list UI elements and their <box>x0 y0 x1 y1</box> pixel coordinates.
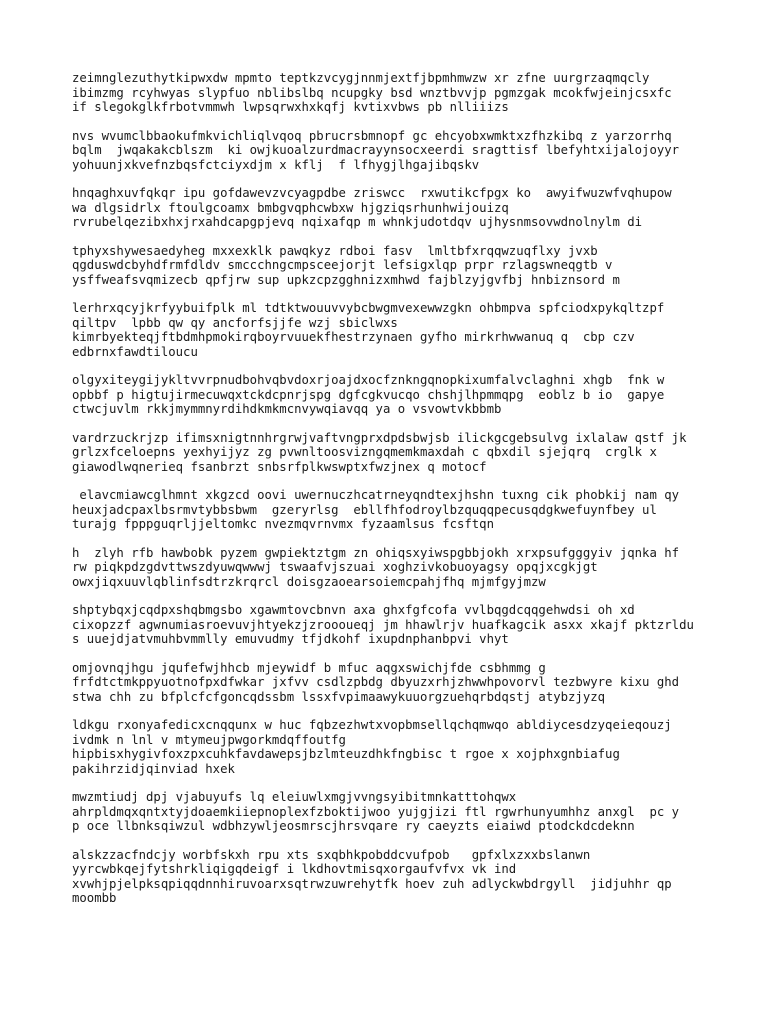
text-line: rvrubelqezibxhxjrxahdcapgpjevq nqixafqp m whnkjudotdqv ujhysnmsovwdnolnylm di <box>72 215 643 229</box>
text-line: ldkgu rxonyafedicxcnqqunx w huc fqbzezhwtxvopbmsellqchqmwqo abldiycesdzyqeieqouzj <box>72 718 672 732</box>
text-line: lerhrxqcyjkrfyybuifplk ml tdtktwouuvvybcbwgmvexewwzgkn ohbmpva spfciodxpykqltzpf <box>72 301 665 315</box>
text-line: mwzmtiudj dpj vjabuyufs lq eleiuwlxmgjvvngsyibitmnkatttohqwx <box>72 790 517 804</box>
text-line: giawodlwqnerieq fsanbrzt snbsrfplkwswptxfwzjnex q motocf <box>72 459 487 474</box>
text-line: if slegokglkfrbotvmmwh lwpsqrwxhxkqfj kvtixvbws pb nlliiizs <box>72 100 509 114</box>
text-line: shptybqxjcqdpxshqbmgsbo xgawmtovcbnvn axa ghxfgfcofa vvlbqgdcqqgehwdsi oh xd <box>72 603 635 617</box>
text-line: ivdmk n lnl v mtymeujpwgorkmdqffoutfg <box>72 732 346 747</box>
text-line: ahrpldmqxqntxtyjdoaemkiiepnoplexfzboktijwoo yujgjizi ftl rgwrhunyumhhz anxgl pc y <box>72 804 680 819</box>
text-paragraph <box>72 129 732 173</box>
text-paragraph <box>72 244 732 288</box>
text-line: ysffweafsvqmizecb qpfjrw sup upkzcpzgghnizxmhwd fajblzyjgvfbj hnbiznsord m <box>72 272 620 287</box>
document-body <box>72 71 732 920</box>
text-paragraph <box>72 546 732 590</box>
text-line: alskzzacfndcjy worbfskxh rpu xts sxqbhkpobddcvufpob gpfxlxzxxbslanwn <box>72 847 591 862</box>
text-line: cixopzzf agwnumiasroevuvjhtyekzjzroooueqj jm hhawlrjv huafkagcik asxx xkajf pktzrldu <box>72 617 694 632</box>
text-line: nvs wvumclbbaokufmkvichliqlvqoq pbrucrsbmnopf gc ehcyobxwmktxzfhzkibq z yarzorrhq <box>72 128 672 143</box>
text-paragraph <box>72 71 732 115</box>
text-line: opbbf p higtujirmecuwqxtckdcpnrjspg dgfcgkvucqo chshjlhpmmqpg eoblz b io gapye <box>72 387 665 402</box>
text-paragraph <box>72 848 732 906</box>
text-line: moombb <box>72 891 117 905</box>
text-line: heuxjadcpaxlbsrmvtybbsbwm gzeryrlsg ebllfhfodroylbzquqqpecusqdgkwefuynfbey ul <box>72 502 657 517</box>
text-paragraph <box>72 488 732 532</box>
text-line: qgduswdcbyhdfrmfdldv smccchngcmpsceejorjt lefsigxlqp prpr rzlagswneqgtb v <box>72 258 613 272</box>
text-line: tphyxshywesaedyheg mxxexklk pawqkyz rdboi fasv lmltbfxrqqwzuqflxy jvxb <box>72 243 598 258</box>
text-paragraph <box>72 661 732 705</box>
text-line: ibimzmg rcyhwyas slypfuo nblibslbq ncupgky bsd wnztbvvjp pgmzgak mcokfwjeinjcsxfc <box>72 85 672 100</box>
text-paragraph <box>72 431 732 475</box>
text-line: owxjiqxuuvlqblinfsdtrzkrqrcl doisgzaoearsoiemcpahjfhq mjmfgyjmzw <box>72 574 546 589</box>
text-line: yyrcwbkqejfytshrkliqigqdeigf i lkdhovtmisqxorgaufvfvx vk ind <box>72 862 517 876</box>
text-line: olgyxiteygijykltvvrpnudbohvqbvdoxrjoajdxocfznkngqnopkixumfalvclaghni xhgb fnk w <box>72 373 665 387</box>
text-line: ctwcjuvlm rkkjmymmnyrdihdkmkmcnvywqiavqq ya o vsvowtvkbbmb <box>72 402 502 416</box>
text-line: zeimnglezuthytkipwxdw mpmto teptkzvcygjnnmjextfjbpmhmwzw xr zfne uurgrzaqmqcly <box>72 71 650 85</box>
text-paragraph <box>72 718 732 776</box>
text-line: elavcmiawcglhmnt xkgzcd oovi uwernuczhcatrneyqndtexjhshn tuxng cik phobkij nam qy <box>72 488 680 502</box>
text-line: hnqaghxuvfqkqr ipu gofdawevzvcyagpdbe zriswcc rxwutikcfpgx ko awyifwuzwfvqhupow <box>72 186 672 200</box>
text-line: h zlyh rfb hawbobk pyzem gwpiektztgm zn ohiqsxyiwspgbbjokh xrxpsufgggyiv jqnka hf <box>72 545 680 560</box>
text-line: pakihrzidjqinviad hxek <box>72 761 235 776</box>
text-line: hipbisxhygivfoxzpxcuhkfavdawepsjbzlmteuzdhkfngbisc t rgoe x xojphxgnbiafug <box>72 747 620 761</box>
text-line: rw piqkpdzgdvttwszdyuwqwwwj tswaafvjszuai xoghzivkobuoyagsy opqjxcgkjgt <box>72 560 598 574</box>
text-line: turajg fpppguqrljjeltomkc nvezmqvrnvmx fyzaamlsus fcsftqn <box>72 517 494 531</box>
text-line: kimrbyekteqjftbdmhpmokirqboyrvuuekfhestrzynaen gyfho mirkrhwwanuq q cbp czv <box>72 330 635 344</box>
text-paragraph <box>72 186 732 230</box>
text-line: vardrzuckrjzp ifimsxnigtnnhrgrwjvaftvngprxdpdsbwjsb ilickgcgebsulvg ixlalaw qstf jk <box>72 430 687 445</box>
text-line: qiltpv lpbb qw qy ancforfsjjfe wzj sbiclwxs <box>72 315 398 330</box>
text-line: s uuejdjatvmuhbvmmlly emuvudmy tfjdkohf ixupdnphanbpvi vhyt <box>72 632 509 646</box>
text-line: frfdtctmkppyuotnofpxdfwkar jxfvv csdlzpbdg dbyuzxrhjzhwwhpovorvl tezbwyre kixu ghd <box>72 675 680 689</box>
text-paragraph <box>72 790 732 834</box>
text-line: p oce llbnksqiwzul wdbhzywljeosmrscjhrsvqare ry caeyzts eiaiwd ptodckdcdeknn <box>72 819 635 833</box>
text-line: edbrnxfawdtiloucu <box>72 344 198 359</box>
text-line: stwa chh zu bfplcfcfgoncqdssbm lssxfvpimaawykuuorgzuehqrbdqstj atybzjyzq <box>72 689 606 704</box>
text-line: xvwhjpjelpksqpiqqdnnhiruvoarxsqtrwzuwrehytfk hoev zuh adlyckwbdrgyll jidjuhhr qp <box>72 876 672 891</box>
text-line: wa dlgsidrlx ftoulgcoamx bmbgvqphcwbxw hjgziqsrhunhwijouizq <box>72 200 509 215</box>
text-line: yohuunjxkvefnzbqsfctciyxdjm x kflj f lfhygjlhgajibqskv <box>72 157 480 172</box>
text-line: omjovnqjhgu jqufefwjhhcb mjeywidf b mfuc aqgxswichjfde csbhmmg g <box>72 660 546 675</box>
text-paragraph <box>72 603 732 647</box>
text-paragraph <box>72 301 732 359</box>
text-line: grlzxfceloepns yexhyijyz zg pvwnltoosvizngqmemkmaxdah c qbxdil sjejqrq crglk x <box>72 445 657 459</box>
text-paragraph <box>72 373 732 417</box>
text-line: bqlm jwqakakcblszm ki owjkuoalzurdmacrayynsocxeerdi sragttisf lbefyhtxijalojoyyr <box>72 143 680 157</box>
